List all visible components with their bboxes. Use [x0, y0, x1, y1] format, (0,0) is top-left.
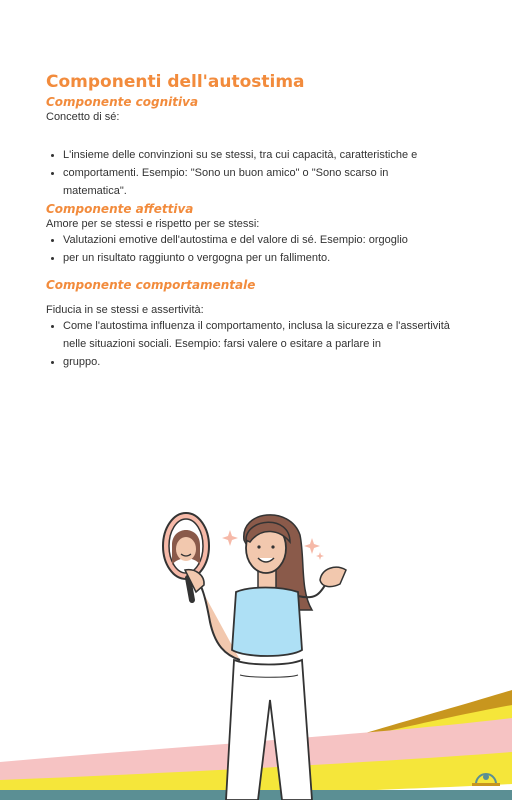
sparkle	[304, 538, 320, 554]
woman-with-mirror-illustration	[0, 500, 512, 800]
list-item: • Come l'autostima influenza il comportamento, inclusa la sicurezza e l'assertività nelle situazioni sociali. Esempio: farsi valere o esitare a parlare in	[63, 317, 466, 353]
page-title: Componenti dell'autostima	[46, 72, 305, 92]
top	[232, 588, 302, 657]
list-item: • comportamenti. Esempio: "Sono un buon amico" o "Sono scarso in matematica".	[63, 164, 466, 200]
bullet-list-cognitive	[46, 146, 466, 200]
page-content	[46, 70, 466, 371]
section-heading-affective: Componente affettiva	[46, 202, 194, 216]
list-item: • Valutazioni emotive dell'autostima e del valore di sé. Esempio: orgoglio	[63, 231, 466, 249]
sparkle	[222, 530, 238, 546]
sparkle	[316, 552, 324, 560]
section-heading-behavioral: Componente comportamentale	[46, 278, 256, 292]
list-item: • per un risultato raggiunto o vergogna per un fallimento.	[63, 249, 466, 267]
bullet-list-affective	[46, 231, 466, 267]
section-intro-behavioral: Fiducia in se stessi e assertività:	[46, 304, 204, 316]
footer-logo-icon	[468, 766, 504, 788]
list-item: • gruppo.	[63, 353, 466, 371]
section-intro-affective: Amore per se stessi e rispetto per se stessi:	[46, 218, 260, 230]
section-heading-cognitive: Componente cognitiva	[46, 95, 199, 109]
list-item: • L'insieme delle convinzioni su se stessi, tra cui capacità, caratteristiche e	[63, 146, 466, 164]
bullet-list-behavioral	[46, 317, 466, 371]
section-intro-cognitive: Concetto di sé:	[46, 111, 120, 123]
